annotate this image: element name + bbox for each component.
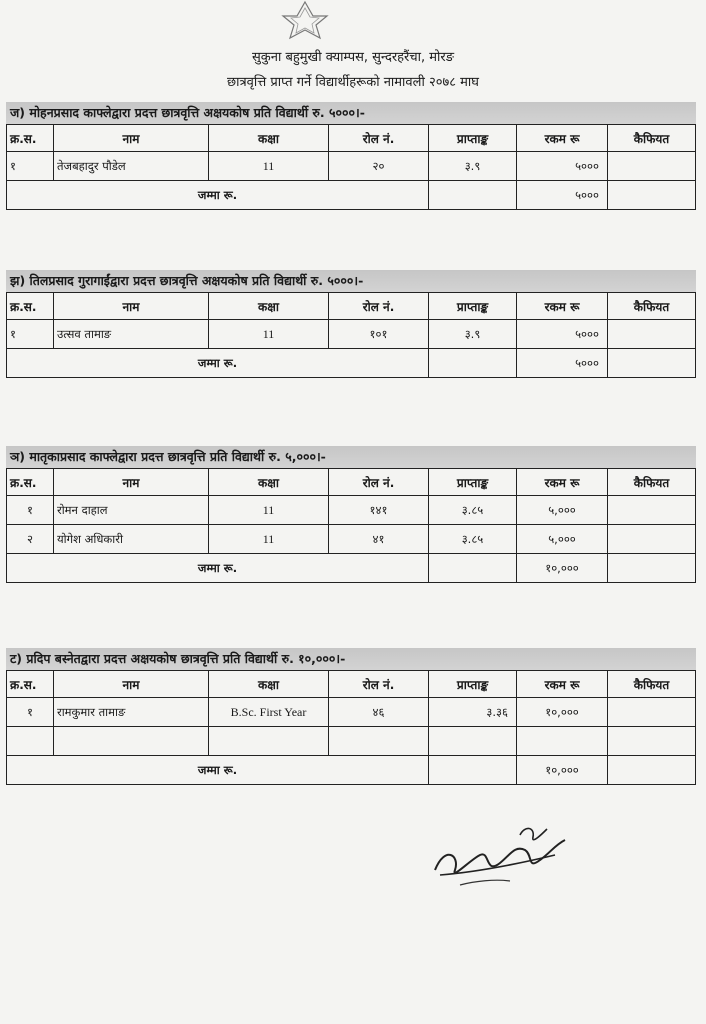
col-class: कक्षा bbox=[209, 125, 329, 152]
table-header-row bbox=[7, 293, 696, 320]
cell-remarks bbox=[608, 727, 696, 756]
col-remarks: कैफियत bbox=[608, 125, 696, 152]
cell-marks: ३.८५ bbox=[429, 496, 517, 525]
col-class: कक्षा bbox=[209, 671, 329, 698]
cell-sn: १ bbox=[7, 698, 54, 727]
cell-remarks bbox=[608, 152, 696, 181]
cell-name: योगेश अधिकारी bbox=[54, 525, 209, 554]
total-label: जम्मा रू. bbox=[7, 756, 429, 785]
col-amount: रकम रू bbox=[517, 469, 608, 496]
col-class: कक्षा bbox=[209, 469, 329, 496]
col-amount: रकम रू bbox=[517, 125, 608, 152]
total-row bbox=[7, 349, 696, 378]
col-marks: प्राप्ताङ्क bbox=[429, 125, 517, 152]
cell-name bbox=[54, 727, 209, 756]
emblem-logo bbox=[275, 0, 335, 40]
cell-marks bbox=[429, 727, 517, 756]
cell-empty bbox=[429, 554, 517, 583]
campus-name: सुकुना बहुमुखी क्याम्पस, सुन्दरहरैंचा, मोरङ bbox=[251, 50, 455, 65]
cell-sn: १ bbox=[7, 496, 54, 525]
table-row bbox=[7, 320, 696, 349]
scholarship-section bbox=[6, 648, 696, 785]
cell-amount: १०,००० bbox=[517, 698, 608, 727]
cell-remarks bbox=[608, 320, 696, 349]
list-title: छात्रवृत्ति प्राप्त गर्ने विद्यार्थीहरूको नामावली २०७८ माघ bbox=[227, 75, 479, 90]
col-remarks: कैफियत bbox=[608, 293, 696, 320]
col-marks: प्राप्ताङ्क bbox=[429, 671, 517, 698]
table-header-row bbox=[7, 671, 696, 698]
section-title: ट) प्रदिप बस्नेतद्वारा प्रदत्त अक्षयकोष छात्रवृत्ति प्रति विद्यार्थी रु. १०,०००।- bbox=[6, 648, 696, 670]
col-roll: रोल नं. bbox=[329, 125, 429, 152]
cell-sn bbox=[7, 727, 54, 756]
col-roll: रोल नं. bbox=[329, 293, 429, 320]
cell-class: 11 bbox=[209, 320, 329, 349]
col-marks: प्राप्ताङ्क bbox=[429, 293, 517, 320]
cell-empty bbox=[429, 756, 517, 785]
total-row bbox=[7, 756, 696, 785]
scholarship-table bbox=[6, 468, 696, 583]
col-name: नाम bbox=[54, 125, 209, 152]
col-remarks: कैफियत bbox=[608, 469, 696, 496]
total-amount: ५००० bbox=[517, 181, 608, 210]
cell-roll: ४१ bbox=[329, 525, 429, 554]
cell-sn: २ bbox=[7, 525, 54, 554]
col-sn: क्र.स. bbox=[7, 293, 54, 320]
scholarship-section bbox=[6, 102, 696, 210]
cell-amount: ५००० bbox=[517, 320, 608, 349]
cell-sn: १ bbox=[7, 152, 54, 181]
scholarship-section bbox=[6, 270, 696, 378]
col-roll: रोल नं. bbox=[329, 671, 429, 698]
table-row bbox=[7, 496, 696, 525]
cell-marks: ३.९ bbox=[429, 320, 517, 349]
table-row bbox=[7, 727, 696, 756]
cell-class bbox=[209, 727, 329, 756]
cell-roll: २० bbox=[329, 152, 429, 181]
table-header-row bbox=[7, 469, 696, 496]
cell-sn: १ bbox=[7, 320, 54, 349]
cell-amount: ५,००० bbox=[517, 525, 608, 554]
cell-name: उत्सव तामाङ bbox=[54, 320, 209, 349]
cell-amount bbox=[517, 727, 608, 756]
cell-marks: ३.३६ bbox=[429, 698, 517, 727]
cell-remarks bbox=[608, 698, 696, 727]
cell-amount: ५००० bbox=[517, 152, 608, 181]
total-amount: १०,००० bbox=[517, 756, 608, 785]
col-name: नाम bbox=[54, 671, 209, 698]
total-label: जम्मा रू. bbox=[7, 181, 429, 210]
total-row bbox=[7, 554, 696, 583]
cell-class: 11 bbox=[209, 496, 329, 525]
scholarship-table bbox=[6, 124, 696, 210]
scholarship-section bbox=[6, 446, 696, 583]
col-name: नाम bbox=[54, 293, 209, 320]
cell-roll: १०१ bbox=[329, 320, 429, 349]
section-title: ञ) मातृकाप्रसाद काफ्लेद्वारा प्रदत्त छात्रवृत्ति प्रति विद्यार्थी रु. ५,०००।- bbox=[6, 446, 696, 468]
col-class: कक्षा bbox=[209, 293, 329, 320]
table-row bbox=[7, 525, 696, 554]
cell-name: रामकुमार तामाङ bbox=[54, 698, 209, 727]
cell-marks: ३.८५ bbox=[429, 525, 517, 554]
table-row bbox=[7, 152, 696, 181]
cell-amount: ५,००० bbox=[517, 496, 608, 525]
col-sn: क्र.स. bbox=[7, 469, 54, 496]
cell-class: 11 bbox=[209, 152, 329, 181]
col-remarks: कैफियत bbox=[608, 671, 696, 698]
col-sn: क्र.स. bbox=[7, 671, 54, 698]
total-label: जम्मा रू. bbox=[7, 554, 429, 583]
section-title: झ) तिलप्रसाद गुरागाईंद्वारा प्रदत्त छात्रवृत्ति अक्षयकोष प्रति विद्यार्थी रु. ५०००।- bbox=[6, 270, 696, 292]
col-amount: रकम रू bbox=[517, 671, 608, 698]
total-amount: ५००० bbox=[517, 349, 608, 378]
col-roll: रोल नं. bbox=[329, 469, 429, 496]
cell-empty bbox=[608, 554, 696, 583]
cell-roll bbox=[329, 727, 429, 756]
cell-remarks bbox=[608, 496, 696, 525]
cell-class: B.Sc. First Year bbox=[209, 698, 329, 727]
cell-empty bbox=[608, 756, 696, 785]
cell-remarks bbox=[608, 525, 696, 554]
cell-name: तेजबहादुर पौडेल bbox=[54, 152, 209, 181]
cell-empty bbox=[608, 349, 696, 378]
cell-marks: ३.९ bbox=[429, 152, 517, 181]
total-amount: १०,००० bbox=[517, 554, 608, 583]
col-marks: प्राप्ताङ्क bbox=[429, 469, 517, 496]
col-amount: रकम रू bbox=[517, 293, 608, 320]
section-title: ज) मोहनप्रसाद काफ्लेद्वारा प्रदत्त छात्रवृत्ति अक्षयकोष प्रति विद्यार्थी रु. ५०००।- bbox=[6, 102, 696, 124]
cell-roll: ४६ bbox=[329, 698, 429, 727]
total-row bbox=[7, 181, 696, 210]
signature bbox=[415, 815, 575, 895]
cell-empty bbox=[429, 181, 517, 210]
col-name: नाम bbox=[54, 469, 209, 496]
scholarship-table bbox=[6, 670, 696, 785]
cell-empty bbox=[608, 181, 696, 210]
cell-roll: १४१ bbox=[329, 496, 429, 525]
scholarship-table bbox=[6, 292, 696, 378]
cell-empty bbox=[429, 349, 517, 378]
table-header-row bbox=[7, 125, 696, 152]
table-row bbox=[7, 698, 696, 727]
col-sn: क्र.स. bbox=[7, 125, 54, 152]
total-label: जम्मा रू. bbox=[7, 349, 429, 378]
cell-name: रोमन दाहाल bbox=[54, 496, 209, 525]
cell-class: 11 bbox=[209, 525, 329, 554]
